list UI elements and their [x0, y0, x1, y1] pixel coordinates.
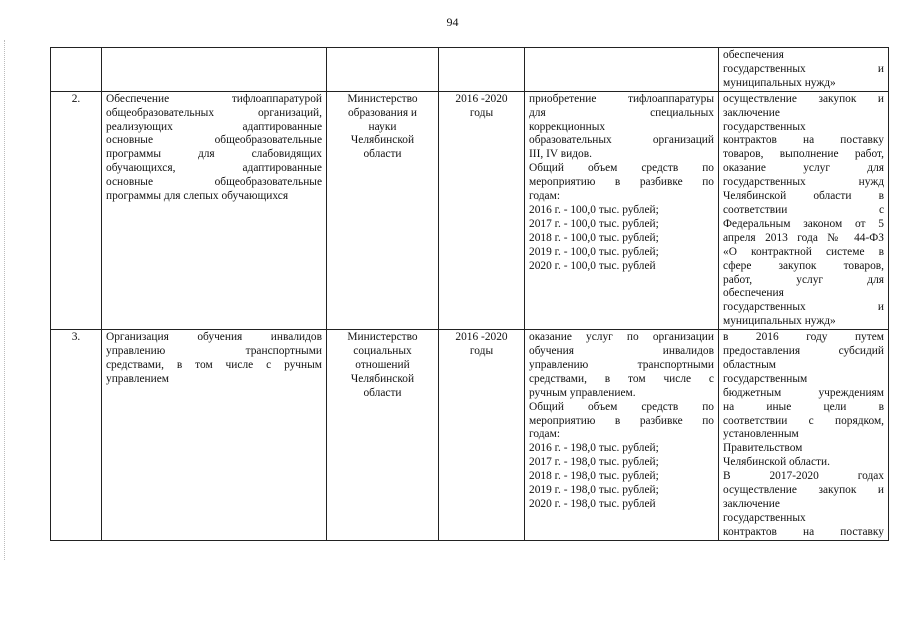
text-line: реализующих адаптированные [106, 120, 322, 133]
text-line: государственных [723, 511, 806, 524]
text-line: программы для слабовидящих [106, 148, 322, 161]
text-line: общеобразовательных организаций, [106, 106, 322, 119]
text-line: государственных нужд [723, 176, 884, 189]
text-line: для специальных [529, 106, 714, 119]
responsible-org [327, 91, 439, 329]
text-line: государственных [723, 120, 806, 133]
text-line: Правительством [723, 442, 803, 455]
cell-desc [525, 48, 719, 92]
text-line: сфере закупок товаров, [723, 259, 884, 272]
text-line: муниципальных нужд» [723, 76, 836, 89]
measure-description [525, 91, 719, 329]
text-line: государственным [723, 372, 808, 385]
text-line: оказание услуг для [723, 162, 884, 175]
text-line: управлению транспортными [106, 345, 322, 358]
text-line: Федеральным законом от 5 [723, 217, 884, 230]
text-line: соответствии с [723, 203, 884, 216]
text-line: социальных [353, 345, 412, 358]
cell-name [102, 48, 327, 92]
implementation-method [719, 330, 889, 541]
text-line: в 2016 году путем [723, 331, 884, 344]
text-line: оказание услуг по организации [529, 331, 714, 344]
text-line: управлением [106, 372, 169, 385]
text-line: обеспечения [723, 287, 784, 300]
text-line: Челябинской [350, 134, 415, 147]
text-line: предоставления субсидий [723, 345, 884, 358]
page-edge-dots [4, 40, 7, 560]
text-line: программы для слепых обучающихся [106, 190, 289, 203]
text-line: Общий объем средств по [529, 162, 714, 175]
cell-org [327, 48, 439, 92]
text-line: контрактов на поставку [723, 525, 884, 538]
text-line: товаров, выполнение работ, [723, 148, 884, 161]
text-line: мероприятию в разбивке по [529, 414, 714, 427]
text-line: обучения инвалидов [529, 345, 714, 358]
text-line: III, IV видов. [529, 148, 592, 161]
text-line: «О контрактной системе в [723, 245, 884, 258]
text-line: науки [368, 120, 397, 133]
table-row-continuation [51, 48, 889, 92]
responsible-org [327, 330, 439, 541]
text-line: заключение [723, 498, 780, 510]
text-line: установленным [723, 428, 799, 441]
implementation-method [719, 91, 889, 329]
text-line: 2018 г. - 100,0 тыс. рублей; [529, 231, 659, 244]
text-line: 2018 г. - 198,0 тыс. рублей; [529, 470, 659, 483]
text-line: приобретение тифлоаппаратуры [529, 92, 714, 105]
cell-method [719, 48, 889, 92]
cell-num [51, 48, 102, 92]
page-number: 94 [446, 15, 459, 29]
text-line: отношений [355, 358, 410, 371]
text-line: области [363, 386, 402, 399]
period: 2016 -2020 годы [439, 330, 525, 541]
text-line: соответствии с порядком, [723, 414, 884, 427]
text-line: государственных и [723, 62, 884, 75]
text-line: области [363, 148, 402, 161]
text-line: годам: [529, 428, 560, 441]
text-line: 2017 г. - 198,0 тыс. рублей; [529, 456, 659, 469]
text-line: Челябинской [350, 372, 415, 385]
measure-name [102, 91, 327, 329]
text-line: средствами, в том числе с [529, 372, 714, 385]
text-line: Челябинской области в [723, 190, 884, 203]
measure-description [525, 330, 719, 541]
period: 2016 -2020 годы [439, 91, 525, 329]
text-line: контрактов на поставку [723, 134, 884, 147]
text-line: годам: [529, 190, 560, 203]
cell-period [439, 48, 525, 92]
text-line: образовательных организаций [529, 134, 714, 147]
text-line: на иные цели в [723, 400, 884, 413]
text-line: Челябинской области. [723, 456, 830, 469]
text-line: муниципальных нужд» [723, 315, 836, 328]
measure-name [102, 330, 327, 541]
text-line: Министерство [347, 331, 418, 344]
text-line: 2017 г. - 100,0 тыс. рублей; [529, 217, 659, 230]
text-line: осуществление закупок и [723, 92, 884, 105]
text-line: Обеспечение тифлоаппаратурой [106, 92, 322, 105]
text-line: областным [723, 358, 776, 371]
text-line: ручным управлением. [529, 386, 636, 399]
text-line: средствами, в том числе с ручным [106, 358, 322, 371]
row-number: 3. [51, 330, 102, 541]
text-line: Организация обучения инвалидов [106, 331, 322, 344]
text-line: 2020 г. - 100,0 тыс. рублей [529, 259, 656, 272]
text-line: образования и [347, 106, 418, 119]
text-line: 2016 г. - 198,0 тыс. рублей; [529, 442, 659, 455]
text-line: коррекционных [529, 120, 606, 133]
text-line: основные общеобразовательные [106, 134, 322, 147]
text-line: 2016 г. - 100,0 тыс. рублей; [529, 203, 659, 216]
text-line: обучающихся, адаптированные [106, 162, 322, 175]
text-line: основные общеобразовательные [106, 176, 322, 189]
text-line: бюджетным учреждениям [723, 386, 884, 399]
row-number: 2. [51, 91, 102, 329]
text-line: В 2017-2020 годах [723, 470, 884, 483]
text-line: управлению транспортными [529, 358, 714, 371]
text-line: 2019 г. - 100,0 тыс. рублей; [529, 245, 659, 258]
text-line: мероприятию в разбивке по [529, 176, 714, 189]
table-row [51, 91, 889, 329]
text-line: Общий объем средств по [529, 400, 714, 413]
text-line: обеспечения [723, 49, 784, 61]
text-line: 2020 г. - 198,0 тыс. рублей [529, 498, 656, 510]
text-line: 2019 г. - 198,0 тыс. рублей; [529, 484, 659, 497]
text-line: Министерство [347, 92, 418, 105]
text-line: осуществление закупок и [723, 484, 884, 497]
text-line: государственных и [723, 301, 884, 314]
text-line: работ, услуг для [723, 273, 884, 286]
text-line: апреля 2013 года № 44-ФЗ [723, 231, 884, 244]
table-row [51, 330, 889, 541]
program-table [50, 47, 889, 541]
text-line: заключение [723, 106, 780, 119]
